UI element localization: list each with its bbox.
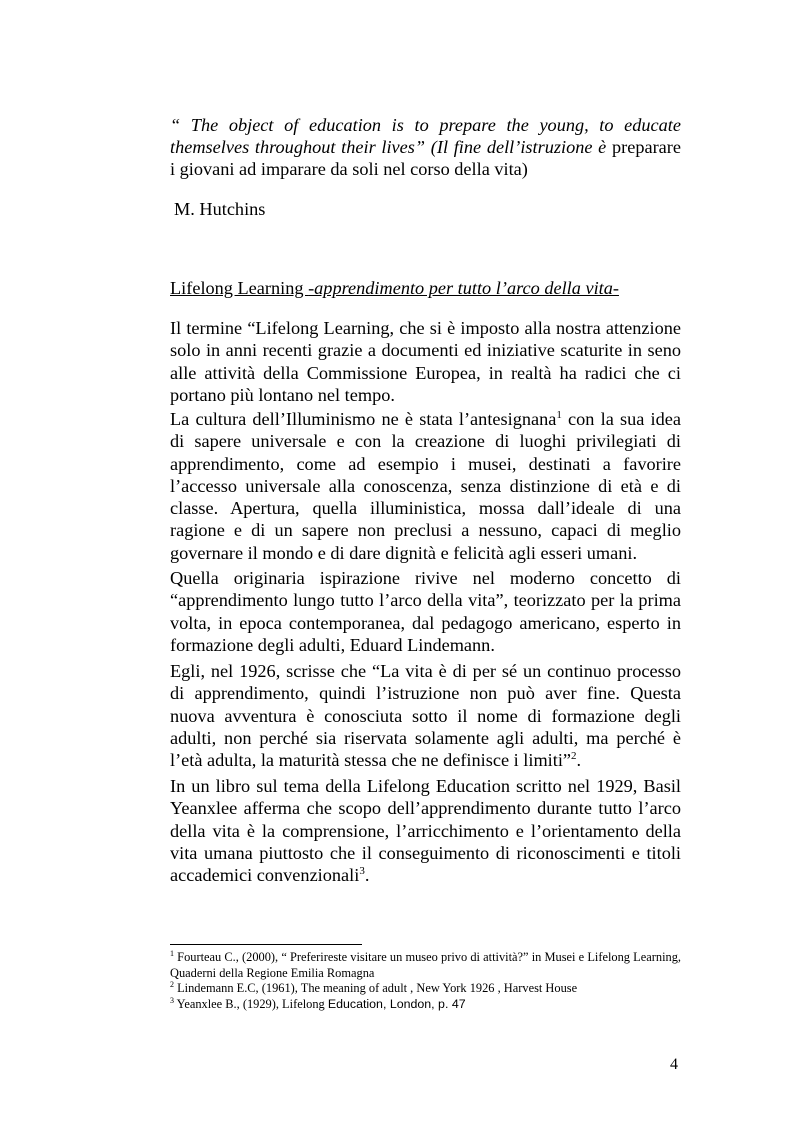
epigraph-author: M. Hutchins [174, 199, 266, 219]
section-heading-title: Lifelong Learning [170, 278, 309, 298]
footnote-ref-1: 1 [556, 408, 562, 421]
footnote-ref-2: 2 [571, 750, 577, 763]
footnote-text: Lindemann E.C, (1961), The meaning of adult , New York 1926 , Harvest House [174, 981, 578, 995]
footnote-separator [170, 944, 362, 945]
paragraph-3: Quella originaria ispirazione rivive nel moderno concetto di “apprendimento lungo tutto l’arco della vita”, teorizzato per la prima volta, in epoca contemporanea, dal pedagogo americano, esperto in formazione degli adulti, Eduard Lindemann. [170, 568, 681, 655]
footnote-number: 3 [170, 995, 174, 1005]
paragraph-1: Il termine “Lifelong Learning, che si è imposto alla nostra attenzione solo in anni recenti grazie a documenti ed iniziative scaturite in seno alle attività della Commissione Europea, in realtà ha radici che ci portano più lontano nel tempo. [170, 318, 681, 405]
paragraph-2 [170, 408, 681, 564]
paragraph-4-text-b: . [576, 750, 582, 771]
paragraph-5 [170, 775, 681, 886]
paragraph-4 [170, 660, 681, 771]
epigraph-quote [170, 114, 681, 180]
epigraph-quote-translation: preparare i giovani ad imparare da soli nel corso della vita) [170, 137, 681, 179]
footnotes [170, 950, 681, 1012]
paragraph-5-text-b: . [364, 865, 370, 886]
paragraph-5-text-a: In un libro sul tema della Lifelong Education scritto nel 1929, Basil Yeanxlee afferma che scopo dell’apprendimento durante tutto l’arco della vita è la comprensione, l’arricchimento e l’orientamento della vita umana piuttosto che il conseguimento di riconoscimenti e titoli accademici convenzionali [170, 776, 681, 886]
footnote-2 [170, 981, 681, 997]
paragraph-2-text-a: La cultura dell’Illuminismo ne è stata l’antesignana [170, 409, 557, 429]
section-heading-subtitle: -apprendimento per tutto l’arco della vita- [308, 278, 619, 298]
footnote-number: 2 [170, 979, 174, 989]
footnote-1 [170, 950, 681, 981]
footnote-number: 1 [170, 948, 174, 958]
footnote-text: Fourteau C., (2000), “ Preferireste visitare un museo privo di attività?” in Musei e Lifelong Learning, Quaderni della Regione Emilia Romagna [170, 950, 681, 980]
section-heading [170, 277, 681, 299]
footnote-text: Yeanxlee B., (1929), Lifelong [174, 996, 328, 1011]
footnote-ref-3: 3 [359, 865, 365, 878]
paragraph-4-text-a: Egli, nel 1926, scrisse che “La vita è di per sé un continuo processo di apprendimento, quindi l’istruzione non può aver fine. Questa nuova avventura è conosciuta sotto il nome di formazione degli adulti, non perché sia riservata solamente agli adulti, ma perché è l’età adulta, la maturità stessa che ne definisce i limiti” [170, 661, 681, 771]
paragraph-2-text-b: con la sua idea di sapere universale e con la creazione di luoghi privilegiati di apprendimento, come ad esempio i musei, destinati a favorire l’accesso universale alla conoscenza, senza distinzione di età e di classe. Apertura, quella illuministica, mossa dall’ideale di una ragione e di un sapere non preclusi a nessuno, capaci di meglio governare il mondo e di dare dignità e felicità agli esseri umani. [170, 409, 682, 563]
page-number: 4 [670, 1056, 678, 1073]
footnote-text-sans: Education, London, p. 47 [327, 996, 466, 1011]
epigraph-quote-english: “ The object of education is to prepare the young, to educate themselves throughout their lives” (Il fine dell’istruzione è [170, 115, 681, 157]
footnote-3 [170, 997, 681, 1013]
